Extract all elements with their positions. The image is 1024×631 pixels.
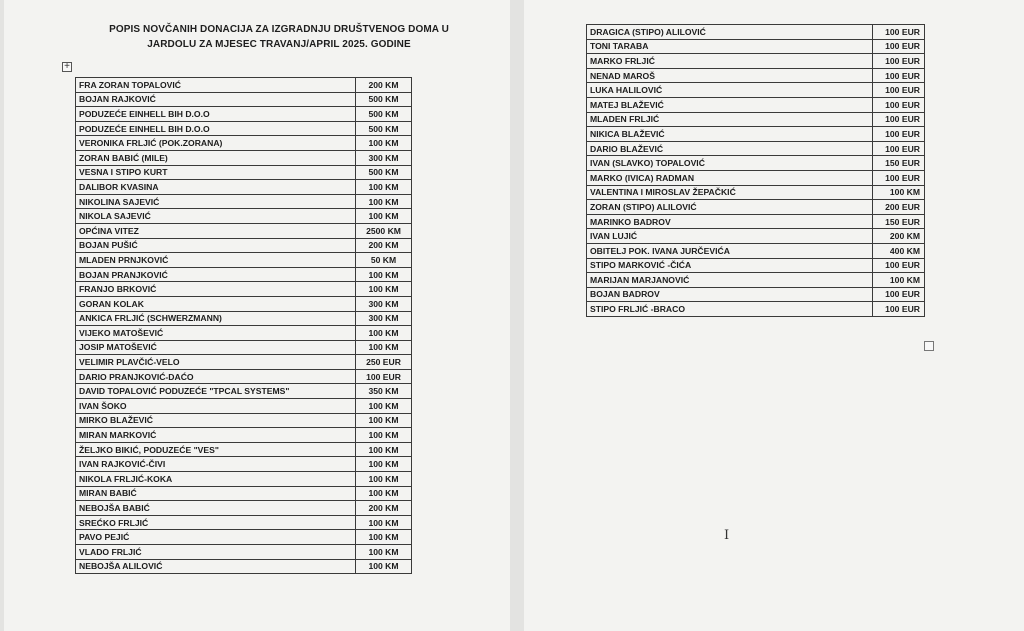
donor-name-cell[interactable]: OBITELJ POK. IVANA JURČEVIĆA <box>587 243 873 258</box>
table-resize-handle[interactable] <box>924 341 934 351</box>
donation-amount-cell[interactable]: 100 KM <box>873 273 925 288</box>
table-row <box>587 302 925 317</box>
table-row <box>587 185 925 200</box>
donor-name-cell[interactable]: FRANJO BRKOVIĆ <box>76 282 356 297</box>
donation-amount-cell[interactable]: 100 KM <box>356 515 412 530</box>
donation-amount-cell[interactable]: 100 KM <box>356 399 412 414</box>
document-title-line-2: JARDOLU ZA MJESEC TRAVANJ/APRIL 2025. GODINE <box>147 39 411 50</box>
donor-name-cell[interactable]: DRAGICA (STIPO) ALILOVIĆ <box>587 25 873 40</box>
donations-table-left[interactable] <box>75 77 412 574</box>
donation-amount-cell[interactable]: 100 EUR <box>873 127 925 142</box>
table-row <box>76 267 412 282</box>
table-row <box>76 399 412 414</box>
donor-name-cell[interactable]: IVAN LUJIĆ <box>587 229 873 244</box>
donor-name-cell[interactable]: SREĆKO FRLJIĆ <box>76 515 356 530</box>
table-row <box>76 486 412 501</box>
donor-name-cell[interactable]: NIKICA BLAŽEVIĆ <box>587 127 873 142</box>
table-row <box>587 83 925 98</box>
table-row <box>76 326 412 341</box>
donor-name-cell[interactable]: NIKOLA FRLJIĆ-KOKA <box>76 472 356 487</box>
donation-amount-cell[interactable]: 400 KM <box>873 243 925 258</box>
donation-amount-cell[interactable]: 100 KM <box>356 545 412 560</box>
table-row <box>587 156 925 171</box>
table-row <box>76 369 412 384</box>
donations-table-right[interactable] <box>586 24 925 317</box>
donor-name-cell[interactable]: JOSIP MATOŠEVIĆ <box>76 340 356 355</box>
donor-name-cell[interactable]: DAVID TOPALOVIĆ PODUZEĆE "TPCAL SYSTEMS" <box>76 384 356 399</box>
donation-amount-cell[interactable]: 100 KM <box>356 209 412 224</box>
donor-name-cell[interactable]: NEBOJŠA BABIĆ <box>76 501 356 516</box>
table-row <box>76 515 412 530</box>
donation-amount-cell[interactable]: 100 KM <box>356 136 412 151</box>
table-row <box>76 442 412 457</box>
donation-amount-cell[interactable]: 100 KM <box>356 442 412 457</box>
donor-name-cell[interactable]: VELIMIR PLAVČIĆ-VELO <box>76 355 356 370</box>
table-row <box>76 559 412 574</box>
table-row <box>76 311 412 326</box>
text-cursor-icon: I <box>724 528 730 543</box>
table-row <box>587 214 925 229</box>
document-title-line-1: POPIS NOVČANIH DONACIJA ZA IZGRADNJU DRUŠTVENOG DOMA U <box>109 24 449 35</box>
donor-name-cell[interactable]: VERONIKA FRLJIĆ (POK.ZORANA) <box>76 136 356 151</box>
donor-name-cell[interactable]: ZORAN (STIPO) ALILOVIĆ <box>587 200 873 215</box>
donor-name-cell[interactable]: BOJAN RAJKOVIĆ <box>76 92 356 107</box>
donation-amount-cell[interactable]: 100 EUR <box>873 54 925 69</box>
table-row <box>76 136 412 151</box>
table-row <box>587 112 925 127</box>
donor-name-cell[interactable]: BOJAN PRANJKOVIĆ <box>76 267 356 282</box>
table-row <box>587 25 925 40</box>
donor-name-cell[interactable]: ZORAN BABIĆ (MILE) <box>76 150 356 165</box>
donation-amount-cell[interactable]: 100 KM <box>356 340 412 355</box>
donation-amount-cell[interactable]: 500 KM <box>356 121 412 136</box>
donation-amount-cell[interactable]: 100 KM <box>356 194 412 209</box>
donation-amount-cell[interactable]: 100 KM <box>356 457 412 472</box>
donation-amount-cell[interactable]: 100 EUR <box>873 83 925 98</box>
table-row <box>587 170 925 185</box>
donor-name-cell[interactable]: PODUZEĆE EINHELL BIH D.O.O <box>76 107 356 122</box>
donor-name-cell[interactable]: MARKO FRLJIĆ <box>587 54 873 69</box>
donor-name-cell[interactable]: LUKA HALILOVIĆ <box>587 83 873 98</box>
table-row <box>587 243 925 258</box>
donor-name-cell[interactable]: MLADEN FRLJIĆ <box>587 112 873 127</box>
donation-amount-cell[interactable]: 300 KM <box>356 150 412 165</box>
table-row <box>587 273 925 288</box>
donation-amount-cell[interactable]: 200 KM <box>356 238 412 253</box>
donor-name-cell[interactable]: ANKICA FRLJIĆ (SCHWERZMANN) <box>76 311 356 326</box>
donation-amount-cell[interactable]: 100 KM <box>356 530 412 545</box>
donor-name-cell[interactable]: MIRAN BABIĆ <box>76 486 356 501</box>
table-row <box>587 54 925 69</box>
table-row <box>76 121 412 136</box>
donor-name-cell[interactable]: VESNA I STIPO KURT <box>76 165 356 180</box>
table-row <box>587 200 925 215</box>
donor-name-cell[interactable]: TONI TARABA <box>587 39 873 54</box>
donation-amount-cell[interactable]: 200 KM <box>873 229 925 244</box>
table-row <box>76 209 412 224</box>
donation-amount-cell[interactable]: 100 KM <box>356 282 412 297</box>
donation-amount-cell[interactable]: 100 EUR <box>873 97 925 112</box>
donor-name-cell[interactable]: GORAN KOLAK <box>76 296 356 311</box>
table-row <box>76 355 412 370</box>
donor-name-cell[interactable]: IVAN ŠOKO <box>76 399 356 414</box>
donor-name-cell[interactable]: DARIO BLAŽEVIĆ <box>587 141 873 156</box>
donation-amount-cell[interactable]: 200 KM <box>356 501 412 516</box>
table-row <box>76 107 412 122</box>
donor-name-cell[interactable]: DALIBOR KVASINA <box>76 180 356 195</box>
table-row <box>76 180 412 195</box>
donor-name-cell[interactable]: DARIO PRANJKOVIĆ-DAĆO <box>76 369 356 384</box>
table-row <box>76 296 412 311</box>
donation-amount-cell[interactable]: 100 EUR <box>873 258 925 273</box>
table-row <box>587 39 925 54</box>
donation-amount-cell[interactable]: 350 KM <box>356 384 412 399</box>
table-row <box>587 127 925 142</box>
donor-name-cell[interactable]: ŽELJKO BIKIĆ, PODUZEĆE "VES" <box>76 442 356 457</box>
table-row <box>76 340 412 355</box>
table-row <box>76 530 412 545</box>
donation-amount-cell[interactable]: 200 KM <box>356 78 412 93</box>
donation-amount-cell[interactable]: 100 KM <box>356 413 412 428</box>
donor-name-cell[interactable]: FRA ZORAN TOPALOVIĆ <box>76 78 356 93</box>
donation-amount-cell[interactable]: 150 EUR <box>873 214 925 229</box>
document-title <box>84 22 474 52</box>
donation-amount-cell[interactable]: 100 EUR <box>873 170 925 185</box>
donor-name-cell[interactable]: VLADO FRLJIĆ <box>76 545 356 560</box>
donation-amount-cell[interactable]: 150 EUR <box>873 156 925 171</box>
table-row <box>76 194 412 209</box>
donation-amount-cell[interactable]: 100 EUR <box>873 287 925 302</box>
donation-amount-cell[interactable]: 500 KM <box>356 107 412 122</box>
document-page-right[interactable] <box>524 0 1024 631</box>
donor-name-cell[interactable]: STIPO FRLJIĆ -BRACO <box>587 302 873 317</box>
donation-amount-cell[interactable]: 50 KM <box>356 253 412 268</box>
donor-name-cell[interactable]: IVAN RAJKOVIĆ-ČIVI <box>76 457 356 472</box>
document-page-left[interactable] <box>4 0 510 631</box>
donation-amount-cell[interactable]: 300 KM <box>356 311 412 326</box>
donation-amount-cell[interactable]: 100 KM <box>356 326 412 341</box>
donor-name-cell[interactable]: MARINKO BADROV <box>587 214 873 229</box>
donor-name-cell[interactable]: NEBOJŠA ALILOVIĆ <box>76 559 356 574</box>
table-row <box>76 282 412 297</box>
donation-amount-cell[interactable]: 100 EUR <box>873 68 925 83</box>
table-row <box>76 165 412 180</box>
donation-amount-cell[interactable]: 100 EUR <box>873 112 925 127</box>
table-row <box>76 545 412 560</box>
donation-amount-cell[interactable]: 100 KM <box>873 185 925 200</box>
table-row <box>76 384 412 399</box>
donor-name-cell[interactable]: MIRKO BLAŽEVIĆ <box>76 413 356 428</box>
donation-amount-cell[interactable]: 100 KM <box>356 180 412 195</box>
donation-amount-cell[interactable]: 100 EUR <box>873 25 925 40</box>
table-row <box>76 238 412 253</box>
table-row <box>587 229 925 244</box>
donor-name-cell[interactable]: IVAN (SLAVKO) TOPALOVIĆ <box>587 156 873 171</box>
donor-name-cell[interactable]: PAVO PEJIĆ <box>76 530 356 545</box>
donor-name-cell[interactable]: NENAD MAROŠ <box>587 68 873 83</box>
donor-name-cell[interactable]: BOJAN BADROV <box>587 287 873 302</box>
donation-amount-cell[interactable]: 250 EUR <box>356 355 412 370</box>
table-row <box>587 258 925 273</box>
donation-amount-cell[interactable]: 100 KM <box>356 472 412 487</box>
donation-amount-cell[interactable]: 2500 KM <box>356 223 412 238</box>
donor-name-cell[interactable]: MIRAN MARKOVIĆ <box>76 428 356 443</box>
move-table-icon[interactable]: + <box>62 62 72 72</box>
donor-name-cell[interactable]: OPĆINA VITEZ <box>76 223 356 238</box>
table-row <box>76 253 412 268</box>
donor-name-cell[interactable]: VALENTINA I MIROSLAV ŽEPAČKIĆ <box>587 185 873 200</box>
donor-name-cell[interactable]: MARKO (IVICA) RADMAN <box>587 170 873 185</box>
donation-amount-cell[interactable]: 100 KM <box>356 428 412 443</box>
table-row <box>76 150 412 165</box>
table-row <box>76 501 412 516</box>
donation-amount-cell[interactable]: 100 EUR <box>873 302 925 317</box>
table-row <box>76 92 412 107</box>
donor-name-cell[interactable]: NIKOLINA SAJEVIĆ <box>76 194 356 209</box>
donation-amount-cell[interactable]: 500 KM <box>356 165 412 180</box>
donation-amount-cell[interactable]: 100 EUR <box>873 141 925 156</box>
donor-name-cell[interactable]: STIPO MARKOVIĆ -ČIĆA <box>587 258 873 273</box>
table-row <box>76 457 412 472</box>
donor-name-cell[interactable]: MARIJAN MARJANOVIĆ <box>587 273 873 288</box>
donor-name-cell[interactable]: MATEJ BLAŽEVIĆ <box>587 97 873 112</box>
donor-name-cell[interactable]: BOJAN PUŠIĆ <box>76 238 356 253</box>
donation-amount-cell[interactable]: 100 KM <box>356 486 412 501</box>
table-row <box>76 78 412 93</box>
table-row <box>76 428 412 443</box>
table-row <box>587 287 925 302</box>
donation-amount-cell[interactable]: 100 EUR <box>356 369 412 384</box>
table-row <box>76 223 412 238</box>
donation-amount-cell[interactable]: 100 KM <box>356 559 412 574</box>
table-row <box>76 413 412 428</box>
donation-amount-cell[interactable]: 100 KM <box>356 267 412 282</box>
table-row <box>587 68 925 83</box>
table-row <box>587 141 925 156</box>
donation-amount-cell[interactable]: 100 EUR <box>873 39 925 54</box>
donation-amount-cell[interactable]: 500 KM <box>356 92 412 107</box>
table-row <box>587 97 925 112</box>
donation-amount-cell[interactable]: 300 KM <box>356 296 412 311</box>
donor-name-cell[interactable]: NIKOLA SAJEVIĆ <box>76 209 356 224</box>
donor-name-cell[interactable]: MLADEN PRNJKOVIĆ <box>76 253 356 268</box>
donor-name-cell[interactable]: VIJEKO MATOŠEVIĆ <box>76 326 356 341</box>
donation-amount-cell[interactable]: 200 EUR <box>873 200 925 215</box>
table-row <box>76 472 412 487</box>
donor-name-cell[interactable]: PODUZEĆE EINHELL BIH D.O.O <box>76 121 356 136</box>
